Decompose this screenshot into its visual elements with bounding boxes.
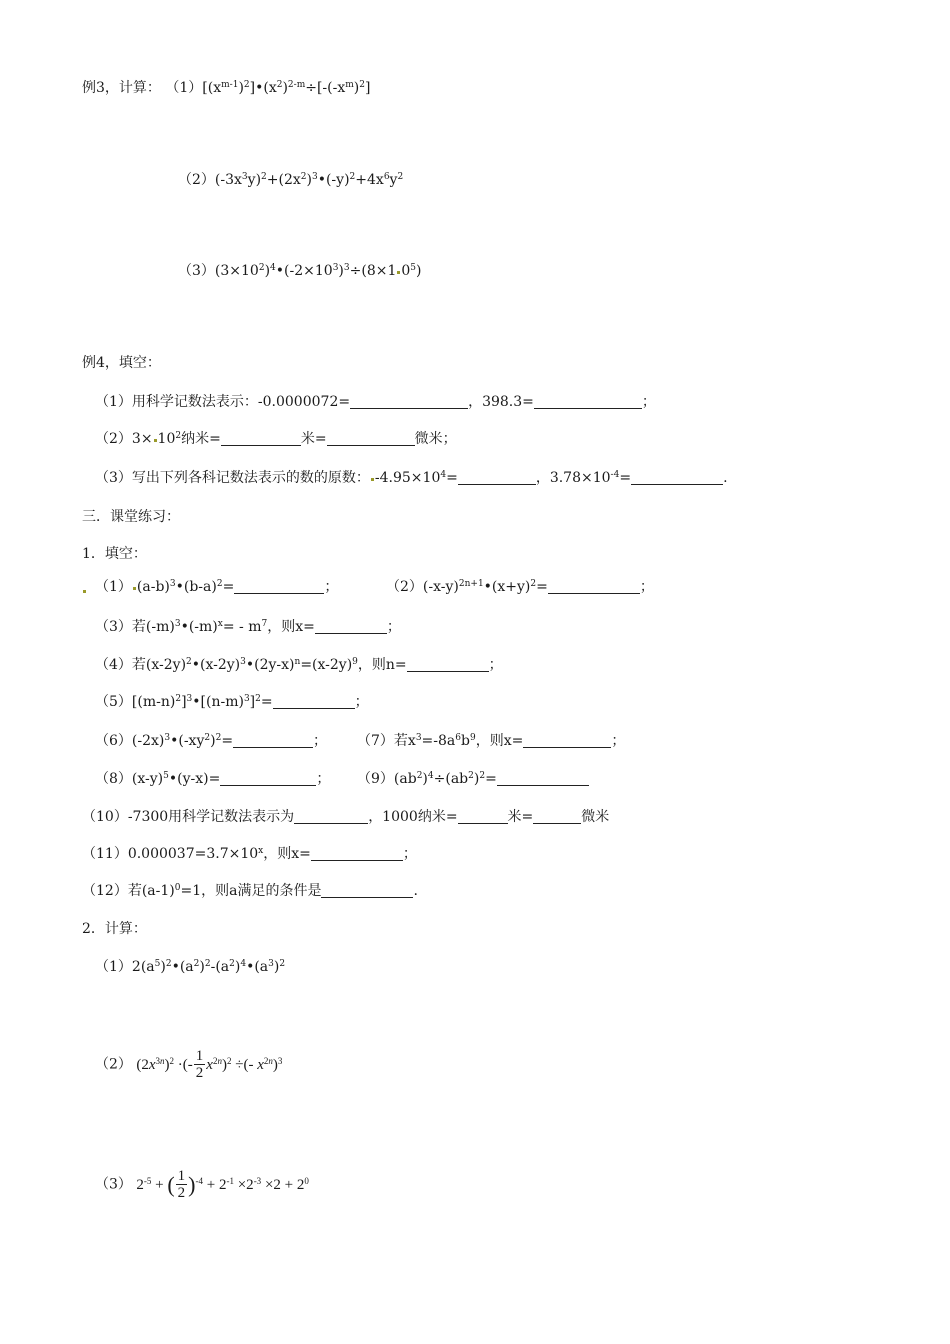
- answer-blank[interactable]: [523, 733, 611, 748]
- example-4-label: 例4，填空：: [82, 355, 161, 371]
- q1-line-9: $(9)(ab^2)^4\div(ab^2)^2=$: [357, 770, 589, 788]
- q2-part-2: （2） $(2x^{3n})^2$ ·(- $\frac{1}{2}$ $x^{2n})^2$ ÷(- $x^{2n})^3$: [95, 1048, 283, 1081]
- q1-line-11: $(11)0.000037=3.7\times 10^x$，则x= ；: [82, 846, 417, 862]
- q1-line-2: $(2)(-x-y)^{2n+1}•(x+y)^2=$ ；: [386, 579, 654, 595]
- answer-blank[interactable]: [350, 394, 468, 409]
- answer-blank[interactable]: [458, 809, 508, 824]
- answer-blank[interactable]: [458, 470, 536, 485]
- answer-blank[interactable]: [533, 809, 581, 824]
- part-number: （3）: [178, 263, 215, 279]
- answer-blank[interactable]: [407, 657, 489, 672]
- answer-blank[interactable]: [234, 579, 324, 594]
- answer-blank[interactable]: [321, 883, 413, 898]
- answer-blank[interactable]: [294, 809, 368, 824]
- formula: $(2x^{3n})^2$ ·(-: [136, 1055, 193, 1073]
- answer-blank[interactable]: [273, 694, 355, 709]
- answer-blank[interactable]: [221, 431, 301, 446]
- example-4-line-2: $(2)3\times 10^2$纳米= 米= 微米；: [95, 431, 457, 447]
- section-3-title: 三．课堂练习：: [82, 509, 180, 525]
- stray-mark: [154, 439, 157, 442]
- stray-mark: [83, 590, 86, 593]
- q1-line-1: （1） $(a-b)^3•(b-a)^2=$ ；: [95, 579, 339, 595]
- fraction-one-half: $\frac{1}{2}$: [177, 1168, 186, 1201]
- q1-line-10: （10）-7300用科学记数法表示为 ，1000纳米= 米= 微米: [82, 809, 610, 825]
- fraction-one-half: $\frac{1}{2}$: [195, 1048, 204, 1081]
- q1-line-4: （4）若$(x-2y)^2•(x-2y)^3•(2y-x)^n=(x-2y)^9$，则n= ；: [95, 657, 503, 673]
- example-4-line-1: （1）用科学记数法表示：-0.0000072= ，398.3= ；: [95, 394, 656, 410]
- answer-blank[interactable]: [548, 579, 640, 594]
- example-3-part-2: $(2)(-3x^3y)^2+(2x^2)^3•(-y)^2+4x^6y^2$: [178, 172, 404, 188]
- part-number: （2）: [178, 172, 215, 188]
- answer-blank[interactable]: [631, 470, 723, 485]
- stray-mark: [133, 587, 136, 590]
- example-3-part-1: 例3，计算： $(1)[(x^{m-1})^2]•(x^2)^{2-m}\div[-(-x^m)^2]$: [82, 80, 371, 96]
- example-3-label: 例3，计算：: [82, 80, 161, 96]
- q1-line-6: $(6)(-2x)^3•(-xy^2)^2=$ ；: [95, 733, 328, 749]
- stray-mark: [371, 478, 374, 481]
- question-1-title: 1．填空：: [82, 546, 147, 562]
- answer-blank[interactable]: [497, 771, 589, 786]
- answer-blank[interactable]: [220, 771, 316, 786]
- example-4-line-3: （3）写出下列各科记数法表示的数的原数： $-4.95\times 10^4=$ ，$3.78\times 10^{-4}=$ .: [95, 470, 728, 486]
- q1-line-7: （7）若$x^3=-8a^6b^9$，则x= ；: [357, 733, 626, 749]
- answer-blank[interactable]: [233, 733, 313, 748]
- formula: $2^{-5}$ + (: [136, 1171, 175, 1197]
- q1-line-5: $(5)[(m-n)^2]^3•[(n-m)^3]^2=$ ；: [95, 694, 369, 710]
- question-2-title: 2．计算：: [82, 921, 147, 937]
- q1-line-3: （3）若$(-m)^3•(-m)^x= - m^7$，则x= ；: [95, 619, 401, 635]
- part-number: （1）: [165, 80, 203, 96]
- q2-part-1: $(1)2(a^5)^2•(a^2)^2-(a^2)^4•(a^3)^2$: [95, 959, 286, 975]
- answer-blank[interactable]: [534, 394, 642, 409]
- answer-blank[interactable]: [311, 846, 403, 861]
- answer-blank[interactable]: [327, 431, 415, 446]
- stray-mark: [397, 271, 400, 274]
- q1-line-8: $(8)(x-y)^5•(y-x)=$ ；: [95, 771, 331, 787]
- q2-part-3: （3） $2^{-5}$ + ( $\frac{1}{2}$ )$^{-4} + 2^{-1} \times 2^{-3} \times 2 + 2^0$: [95, 1168, 309, 1201]
- example-3-part-3: $(3)(3\times 10^2)^4•(-2\times 10^3)^3\div(8\times 1$ $0^5$): [178, 263, 422, 279]
- q1-line-12: （12）若$(a-1)^0=1$，则a满足的条件是 .: [82, 883, 418, 899]
- answer-blank[interactable]: [315, 619, 387, 634]
